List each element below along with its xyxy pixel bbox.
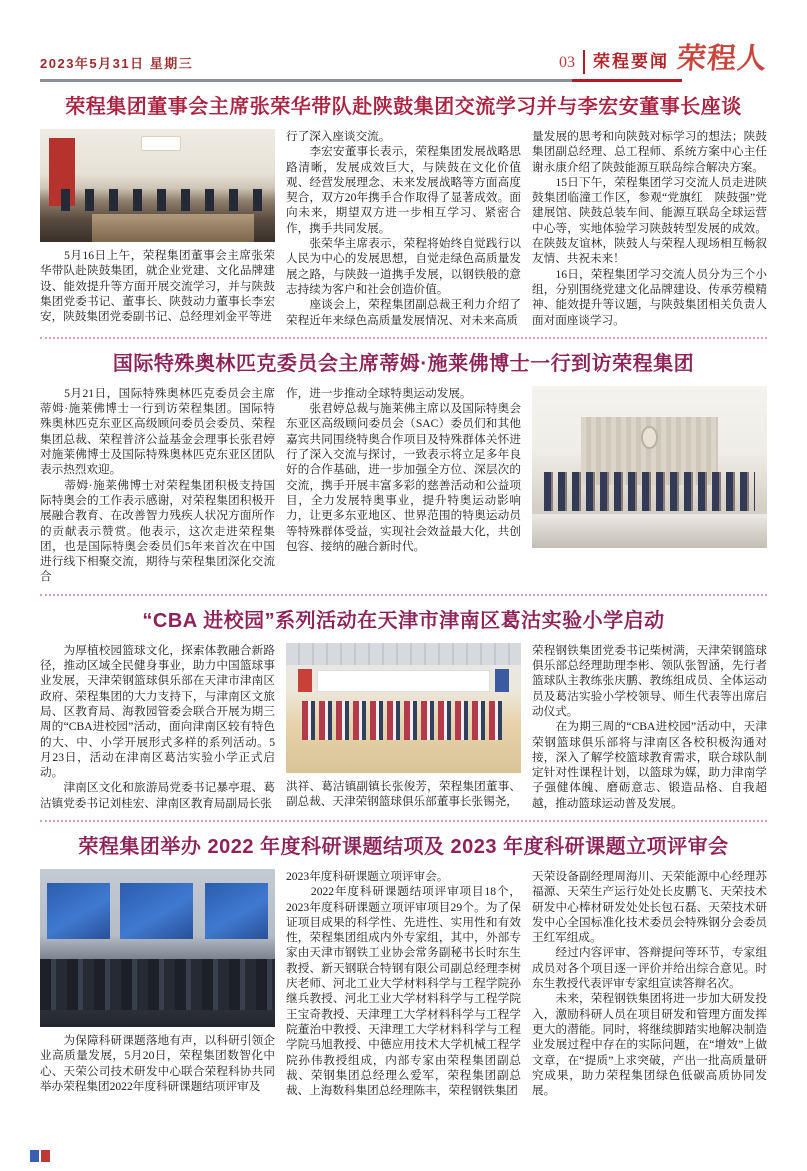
article-column (286, 386, 521, 585)
paragraph: 15日下午，荣程集团学习交流人员走进陕鼓集团临潼工作区，参观“党旗红 陕鼓强”党建展馆、陕鼓总装车间、能源互联岛全球运营中心等，实地体验学习陕鼓转型发展的成效。在陕鼓友谊林，陕鼓人与荣程人现场相互畅叙友情、共祝未来！ (532, 175, 767, 266)
column-text (286, 779, 521, 810)
header-rule (40, 79, 767, 82)
page-number: 03 (558, 54, 575, 71)
article-columns (40, 129, 767, 328)
photo-people-row (61, 189, 265, 212)
article-column (286, 643, 521, 811)
photo-audience-row (40, 959, 275, 1010)
photo-gym-windows (286, 643, 521, 665)
paragraph: 荣程钢铁集团党委书记柴树满，天津荣钢篮球俱乐部总经理助理李彬、领队张智涵，先行者篮球队主教练张庆鹏、教练组成员、全体运动员及葛沽实验小学校领导、师生代表等出席启动仪式。 (532, 643, 767, 718)
photo-wall-emblem (641, 426, 657, 449)
paragraph: 为保障科研课题落地有声，以科研引领企业高质量发展，5月20日，荣程集团数智化中心、天荣公司技术研发中心联合荣程科协共同举办荣程集团2022年度科研课题结项评审及 (40, 1033, 275, 1093)
article-headline: 国际特殊奥林匹克委员会主席蒂姆·施莱佛博士一行到访荣程集团 (112, 352, 695, 375)
article-column (40, 386, 275, 585)
article-column (40, 643, 275, 811)
photo-people-group (302, 701, 504, 740)
masthead-logo: 荣程人 (675, 43, 769, 76)
paragraph: 张君婷总裁与施莱佛主席以及国际特奥会东亚区高级顾问委员会（SAC）委员们和其他嘉宾共同围绕特奥合作项目及特殊群体关怀进行了深入交流与探讨，一致表示将立足多年良好的合作基础，进一步加强全方位、深层次的交流，携手开展丰富多彩的慈善活动和公益项目，全力发展特奥事业，提升特奥运动影响力，让更多东亚地区、世界范围的特奥运动员等特殊群体受益，实现社会效益最大化，共创包容、接纳的融合新时代。 (286, 402, 521, 553)
column-text (40, 248, 275, 324)
meeting-room-photo (40, 129, 275, 242)
article-research-review (40, 833, 767, 1098)
article-headline: 荣程集团举办 2022 年度科研课题结项及 2023 年度科研课题立项评审会 (78, 835, 729, 858)
article-columns (40, 643, 767, 811)
article-column (286, 869, 521, 1098)
paragraph: 未来，荣程钢铁集团将进一步加大研发投入，激励科研人员在项目研发和管理方面发挥更大的潜能。同时，将继续脚踏实地解决制造业发展过程中存在的实际问题，在“增效”上做文章，在“提质”上求突破，产出一批高质量研究成果，助力荣程集团绿色低碳高质协同发展。 (532, 992, 767, 1098)
article-headline: “CBA 进校园”系列活动在天津市津南区葛沽实验小学启动 (142, 609, 665, 632)
column-text (286, 869, 521, 1098)
paragraph: 2022年度科研课题结项评审项目18个，2023年度科研课题立项评审项目29个。为了保证项目成果的科学性、先进性、实用性和有效性，荣程集团组成内外专家组，其中，外部专家由天津市钢铁工业协会常务副秘书长时东生教授、新天钢联合特钢有限公司副总经理李树庆老师、河北工业大学材料科学与工程学院孙继兵教授、河北工业大学材料科学与工程学院王宝奇教授、天津理工大学材料科学与工程学院董治中教授、天津理工大学材料科学与工程学院马旭教授、中德应用技术大学机械工程学院孙伟教授组成，内部专家由荣程集团副总裁、荣钢集团总经理么爱军，荣程集团副总裁、上海数科集团总经理陈丰，荣程钢铁集团 (286, 885, 521, 1098)
paragraph: 量发展的思考和向陕鼓对标学习的想法；陕鼓集团副总经理、总工程师、系统方案中心主任谢永康介绍了陕鼓能源互联岛综合解决方案。 (532, 130, 767, 174)
column-text (286, 386, 521, 554)
column-text (532, 129, 767, 328)
photo-people-row (544, 472, 756, 511)
article-headline: 荣程集团董事会主席张荣华带队赴陕鼓集团交流学习并与李宏安董事长座谈 (65, 96, 742, 118)
photo-conference-table (92, 214, 254, 242)
photo-red-flag (298, 669, 312, 692)
article-columns (40, 869, 767, 1098)
paragraph: 座谈会上，荣程集团副总裁王利力介绍了荣程近年来绿色高质量发展情况、对未来高质 (286, 298, 521, 327)
page-header (40, 40, 767, 74)
paragraph: 作，进一步推动全球特奥运动发展。 (286, 386, 472, 400)
column-text (286, 129, 521, 328)
column-text (532, 643, 767, 811)
photo-blue-flag (495, 669, 509, 692)
article-column (532, 129, 767, 328)
photo-marble-floor (532, 514, 767, 548)
paragraph: 洪祥、葛沽镇副镇长张俊芳，荣程集团董事、副总裁、天津荣钢篮球俱乐部董事长张锡尧， (286, 779, 521, 809)
section-title: 荣程要闻 (592, 52, 669, 71)
header-rule-red (572, 79, 682, 82)
article-shaangu-visit (40, 93, 767, 328)
column-text (40, 1033, 275, 1094)
article-divider (40, 337, 767, 339)
article-column (532, 386, 767, 585)
paragraph: 津南区文化和旅游局党委书记暴亭琨、葛沽镇党委书记刘桂宏、津南区教育局副局长张 (40, 781, 275, 810)
photo-screen-left (47, 883, 110, 938)
header-right (558, 43, 769, 76)
paragraph: 16日，荣程集团学习交流人员分为三个小组，分别围绕党建文化品牌建设、传承劳模精神、能效提升等议题，与陕鼓集团相关负责人面对面座谈学习。 (532, 267, 767, 327)
paragraph: 在为期三周的“CBA进校园”活动中，天津荣钢篮球俱乐部将与津南区各校积极沟通对接，深入了解学校篮球教育需求，联合球队制定针对性课程计划，以篮球为媒，助力津南学子强健体魄、磨砺意志、锻造品格、自我超越，推动篮球运动普及发展。 (532, 720, 767, 810)
article-column (532, 643, 767, 811)
registration-mark-blue (30, 1150, 39, 1162)
paragraph: 天荣设备副经理周海川、天荣能源中心经理苏福源、天荣生产运行处处长皮鹏飞、天荣技术研发中心棒材研发处处长包石磊、天荣技术研发中心全国标准化技术委员会特殊钢分会委员王红军组成。 (532, 869, 767, 945)
paragraph: 张荣华主席表示，荣程将始终自觉践行以人民为中心的发展思想，自觉走绿色高质量发展之路，与陕鼓一道携手发展，以钢铁般的意志持续为客户和社会创造价值。 (286, 237, 521, 296)
paragraph: 经过内容评审、答辩提问等环节，专家组成员对各个项目逐一评价并给出综合意见。时东生教授代表评审专家组宣读答辩名次。 (532, 946, 767, 991)
review-meeting-photo (40, 869, 275, 1027)
header-rule-gray (40, 79, 572, 82)
header-rule-gap (682, 79, 767, 82)
page-date: 2023年5月31日 星期三 (40, 56, 194, 71)
article-column (40, 129, 275, 328)
paragraph: 5月21日，国际特殊奥林匹克委员会主席蒂姆·施莱佛博士一行到访荣程集团。国际特殊奥林匹克东亚区高级顾问委员会委员、荣程集团总裁、荣程普济公益基金会理事长张君婷对施莱佛博士及国际特殊奥林匹克东亚区团队表示热烈欢迎。 (40, 386, 275, 477)
header-divider-bar (583, 50, 585, 74)
column-text (532, 869, 767, 1098)
article-divider (40, 594, 767, 596)
registration-mark-red (41, 1150, 50, 1162)
article-column (286, 129, 521, 328)
photo-screen-center (120, 883, 193, 938)
article-columns (40, 386, 767, 585)
paragraph: 李宏安董事长表示，荣程集团发展战略思路清晰，发展成效巨大，与陕鼓在文化价值观、经营发展理念、未来发展战略等方面高度契合，双方20年携手合作取得了显著成效。面向未来，期望双方进一步相互学习、紧密合作，携手共同发展。 (286, 145, 521, 235)
paragraph: 5月16日上午，荣程集团董事会主席张荣华带队赴陕鼓集团，就企业党建、文化品牌建设、能效提升等方面开展交流学习，并与陕鼓集团党委书记、董事长、陕鼓动力董事长李宏安，陕鼓集团党委副书记、总经理刘金平等进 (40, 249, 275, 324)
photo-screen-right (205, 883, 268, 938)
article-cba-campus (40, 607, 767, 811)
paragraph: 2023年度科研课题立项评审会。 (286, 869, 449, 883)
article-special-olympics-visit (40, 350, 767, 585)
article-column (40, 869, 275, 1098)
paragraph: 行了深入座谈交流。 (286, 130, 391, 143)
column-text (40, 386, 275, 585)
print-registration-mark (30, 1150, 50, 1162)
gym-launch-photo (286, 643, 521, 773)
paragraph: 蒂姆·施莱佛博士对荣程集团积极支持国际特奥会的工作表示感谢，对荣程集团积极开展融合教育、在改善智力残疾人状况方面所作的贡献表示赞赏。他表示，这次走进荣程集团，也是国际特奥会委员们5年来首次在中国进行线下相聚交流，期待与荣程集团深化交流合 (40, 478, 275, 584)
photo-ceiling-light (141, 136, 181, 152)
article-divider (40, 820, 767, 822)
group-photo (532, 386, 767, 548)
photo-event-banner (317, 670, 491, 692)
column-text (40, 643, 275, 811)
article-column (532, 869, 767, 1098)
paragraph: 为厚植校园篮球文化，探索体教融合新路径，推动区域全民健身事业，助力中国篮球事业发展，天津荣钢篮球俱乐部在天津市津南区政府、荣程集团的大力支持下，与津南区文旅局、区教育局、海教园管委会联合开展为期三周的“CBA进校园”活动，面向津南区较有特色的大、中、小学开展形式多样的系列活动。5月23日，活动在津南区葛沽实验小学正式启动。 (40, 643, 275, 780)
